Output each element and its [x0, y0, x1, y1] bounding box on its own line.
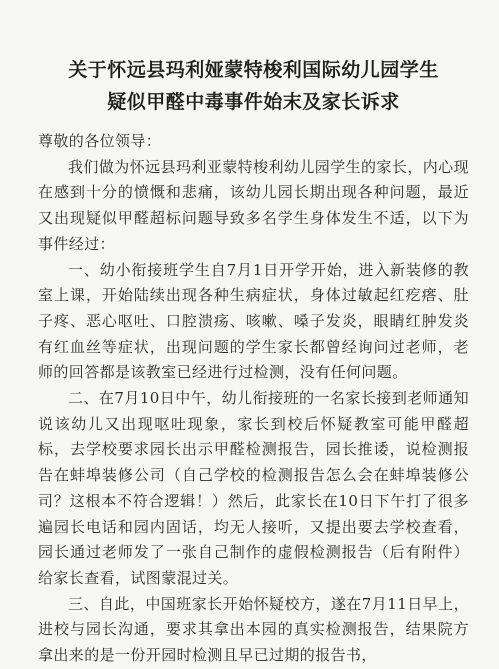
title-line-2: 疑似甲醛中毒事件始末及家长诉求 — [107, 91, 400, 113]
salutation: 尊敬的各位领导： — [38, 132, 162, 150]
paragraph-two: 二、在7月10日中午，幼儿衔接班的一名家长接到老师通知说该幼儿又出现呕吐现象，家长到校后怀疑教室可能甲醛超标，去学校要求园长出示甲醛检测报告，园长推诿，说检测报告在蚌埠装修公司（自己学校的检测报告怎么会在蚌埠装修公司？这根本不符合逻辑！）然后，此家长在10日下午打了很多遍园长电话和园内固话，均无人接听，又提出要去学校查看，园长通过老师发了一张自己制作的虚假检测报告（后有附件）给家长查看，试图蒙混过关。 — [38, 389, 469, 587]
document-title — [38, 0, 469, 118]
title-line-1: 关于怀远县玛利娅蒙特梭利国际幼儿园学生 — [68, 59, 439, 81]
paragraph-intro: 我们做为怀远县玛利亚蒙特梭利幼儿园学生的家长，内心现在感到十分的愤慨和悲痛，该幼儿园长期出现各种问题，最近又出现疑似甲醛超标问题导致多名学生身体发生不适，以下为事件经过： — [38, 157, 469, 253]
paragraph-three: 三、自此，中国班家长开始怀疑校方，遂在7月11日早上，进校与园长沟通，要求其拿出本园的真实检测报告，结果院方拿出来的是一份开园时检测且早已过期的报告书， — [38, 594, 469, 665]
paragraph-one: 一、幼小衔接班学生自7月1日开学开始，进入新装修的教室上课，开始陆续出现各种生病症状，身体过敏起红疙瘩、肚子疼、恶心呕吐、口腔溃疡、咳嗽、嗓子发炎，眼睛红肿发炎有红血丝等症状，出现问题的学生家长都曾经询问过老师，老师的回答都是该教室已经进行过检测，没有任何问题。 — [38, 260, 469, 382]
